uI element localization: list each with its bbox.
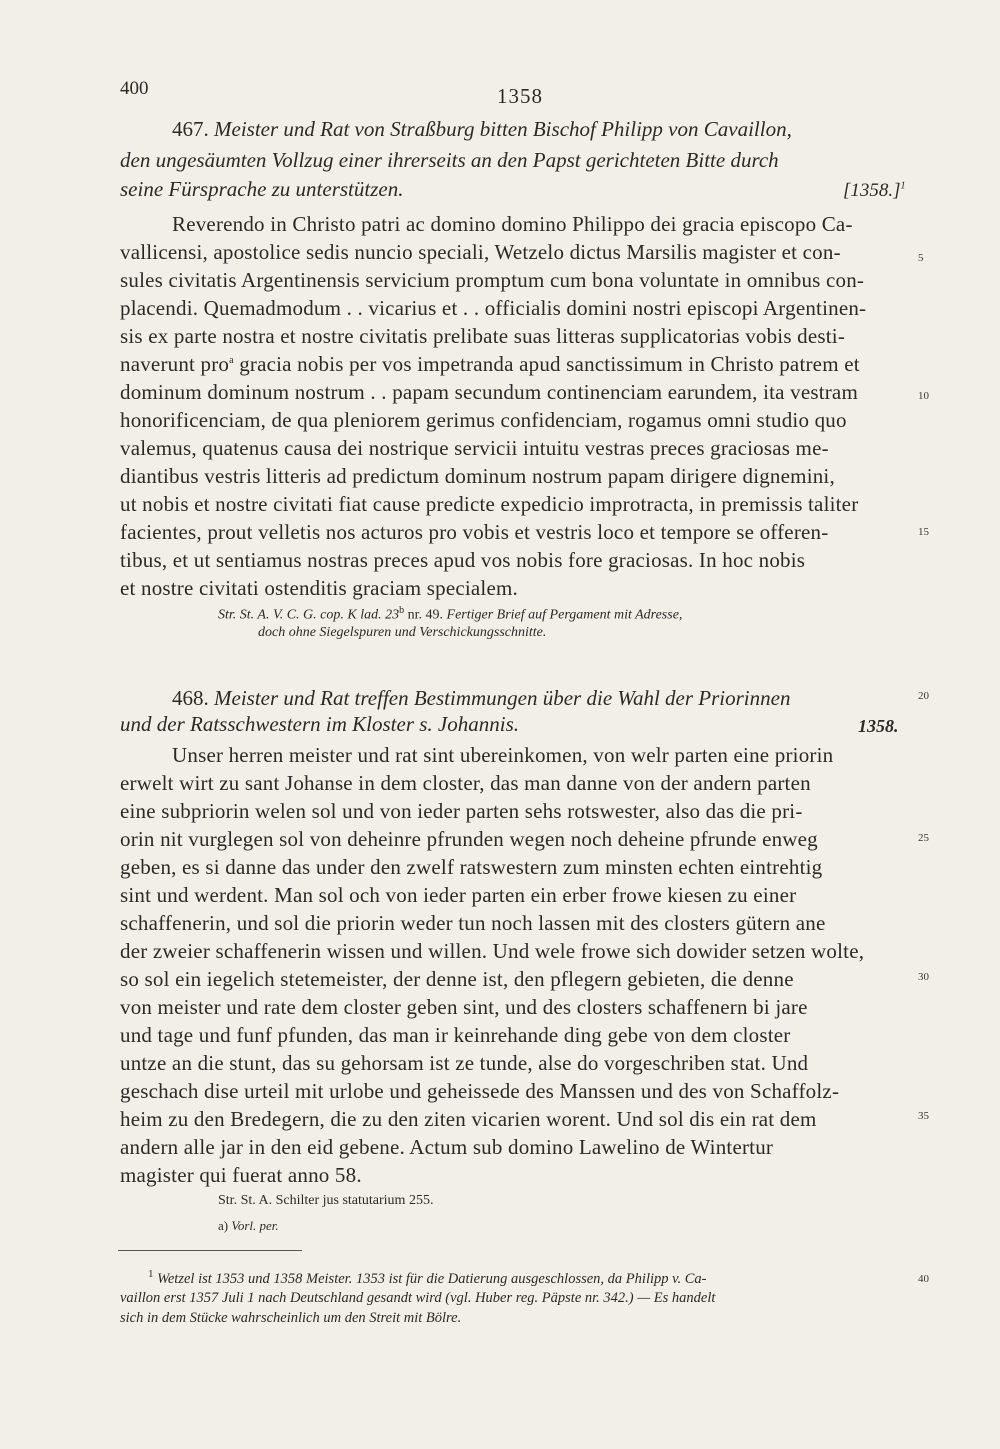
doc468-line: und tage und funf pfunden, das man ir keinrehande ding gebe von dem closter [120, 1023, 791, 1047]
doc468-line: heim zu den Bredegern, die zu den ziten vicarien worent. Und sol dis ein rat dem [120, 1107, 817, 1131]
margin-line-number: 15 [918, 526, 929, 538]
margin-line-number: 35 [918, 1110, 929, 1122]
doc467-line: vallicensi, apostolice sedis nuncio speciali, Wetzelo dictus Marsilis magister et con- [120, 240, 841, 264]
doc468-date: 1358. [858, 716, 899, 736]
doc467-number: 467. [172, 117, 209, 141]
margin-line-number: 5 [918, 252, 924, 264]
doc468-line: andern alle jar in den eid gebene. Actum sub domino Lawelino de Wintertur [120, 1135, 774, 1159]
doc468-line: von meister und rate dem closter geben sint, und des closters schaffenern bi jare [120, 995, 808, 1019]
footnote-line-3: sich in dem Stücke wahrscheinlich um den Streit mit Bölre. [120, 1310, 462, 1326]
doc468-line: so sol ein iegelich stetemeister, der denne ist, den pflegern gebieten, die denne [120, 967, 794, 991]
doc467-source-note: Fertiger Brief auf Pergament mit Adresse, [446, 607, 683, 623]
doc468-number: 468. [172, 686, 209, 710]
doc467-source-sup: b [399, 605, 405, 616]
doc467-line: dominum dominum nostrum . . papam secundum continenciam earundem, ita vestram [120, 380, 858, 404]
doc467-line-6-rest: gracia nobis per vos impetranda apud sanctissimum in Christo patrem et [233, 352, 860, 376]
doc467-line: ut nobis et nostre civitati fiat cause predicte expedicio improtracta, in premissis taliter [120, 492, 859, 516]
doc468-source: Str. St. A. Schilter jus statutarium 255. [218, 1193, 434, 1208]
doc468-title-line-1 [172, 686, 790, 711]
doc467-date [843, 180, 906, 202]
doc467-source-line-2: doch ohne Siegelspuren und Verschickungsschnitte. [258, 625, 547, 640]
doc467-line: valemus, quatenus causa dei nostrique servicii intuitu vestras preces graciosas me- [120, 436, 829, 460]
doc467-title-text-1: Meister und Rat von Straßburg bitten Bischof Philipp von Cavaillon, [214, 117, 792, 141]
doc468-line: magister qui fuerat anno 58. [120, 1163, 362, 1187]
doc468-line: untze an die stunt, das su gehorsam ist ze tunde, alse do vorgeschriben stat. Und [120, 1051, 809, 1075]
doc468-line: der zweier schaffenerin wissen und willen. Und wele frowe sich dowider setzen wolte, [120, 939, 865, 963]
doc468-title-line-2: und der Ratsschwestern im Kloster s. Johannis. [120, 712, 519, 736]
doc467-title-line-1 [172, 117, 792, 142]
footnote-line-1 [148, 1268, 706, 1288]
doc467-line: sis ex parte nostra et nostre civitatis prelibate suas litteras supplicatorias vobis desti- [120, 324, 846, 348]
margin-line-number: 10 [918, 390, 929, 402]
doc468-line: geschach dise urteil mit urlobe und geheissede des Manssen und des von Schaffolz- [120, 1079, 840, 1103]
doc467-source-line-1 [218, 605, 682, 624]
footnote-rule [118, 1250, 302, 1251]
margin-line-number: 20 [918, 690, 929, 702]
doc468-line: schaffenerin, und sol die priorin weder tun noch lassen mit des closters gütern ane [120, 911, 826, 935]
footnote-line-2: vaillon erst 1357 Juli 1 nach Deutschland gesandt wird (vgl. Huber reg. Päpste nr. 342.) — Es handelt [120, 1290, 716, 1306]
doc467-line: placendi. Quemadmodum . . vicarius et . . officialis domini nostri episcopi Argentinen- [120, 296, 867, 320]
doc468-title-text-1: Meister und Rat treffen Bestimmungen über die Wahl der Priorinnen [214, 686, 791, 710]
variant-ref-a: a [229, 355, 234, 366]
doc468-line: orin nit vurglegen sol von deheinre pfrunden wegen noch deheine pfrunde enweg [120, 827, 818, 851]
doc467-line: et nostre civitati ostenditis graciam specialem. [120, 576, 518, 600]
footnote-ref-1: 1 [900, 180, 906, 192]
variant-note-label: a) [218, 1218, 229, 1233]
doc467-line: sules civitatis Argentinensis servicium promptum cum bona voluntate in omnibus con- [120, 268, 865, 292]
doc467-date-text: [1358.] [843, 180, 901, 201]
variant-note-text: Vorl. per. [231, 1218, 279, 1233]
doc467-line-6-start: naverunt pro [120, 352, 230, 376]
margin-line-number: 25 [918, 832, 929, 844]
doc468-line: geben, es si danne das under den zwelf ratswestern zum minsten echten eintrehtig [120, 855, 823, 879]
doc468-line: Unser herren meister und rat sint ubereinkomen, von welr parten eine priorin [172, 743, 834, 767]
page-number: 400 [120, 78, 149, 99]
doc467-source-archive: Str. St. A. V. C. G. cop. K lad. 23 [218, 607, 400, 623]
running-head-year: 1358 [497, 84, 543, 108]
doc467-line: diantibus vestris litteris ad predictum dominum nostrum papam dirigere dignemini, [120, 464, 835, 488]
margin-line-number: 30 [918, 971, 929, 983]
margin-line-number: 40 [918, 1273, 929, 1285]
doc467-line: facientes, prout velletis nos acturos pro vobis et vestris loco et tempore se offeren- [120, 520, 829, 544]
doc468-line: eine subpriorin welen sol und von ieder parten sehs rotswester, also das die pri- [120, 799, 803, 823]
doc467-line: tibus, et ut sentiamus nostras preces apud vos nobis fore graciosas. In hoc nobis [120, 548, 806, 572]
doc468-line: erwelt wirt zu sant Johanse in dem closter, das man danne von der andern parten [120, 771, 811, 795]
variant-note [218, 1218, 279, 1234]
footnote-label: 1 [148, 1268, 154, 1280]
doc467-line: Reverendo in Christo patri ac domino domino Philippo dei gracia episcopo Ca- [172, 212, 853, 236]
doc467-source-number: nr. 49. [404, 607, 447, 623]
doc467-line-6 [120, 352, 860, 377]
doc467-line: honorificenciam, de qua pleniorem gerimus confidenciam, rogamus omni studio quo [120, 408, 847, 432]
footnote-text-1: Wetzel ist 1353 und 1358 Meister. 1353 ist für die Datierung ausgeschlossen, da Philipp v. Ca- [157, 1270, 707, 1287]
doc468-line: sint und werdent. Man sol och von ieder parten ein erber frowe kiesen zu einer [120, 883, 797, 907]
doc467-title-line-3: seine Fürsprache zu unterstützen. [120, 177, 404, 201]
doc467-title-line-2: den ungesäumten Vollzug einer ihrerseits an den Papst gerichteten Bitte durch [120, 148, 779, 172]
